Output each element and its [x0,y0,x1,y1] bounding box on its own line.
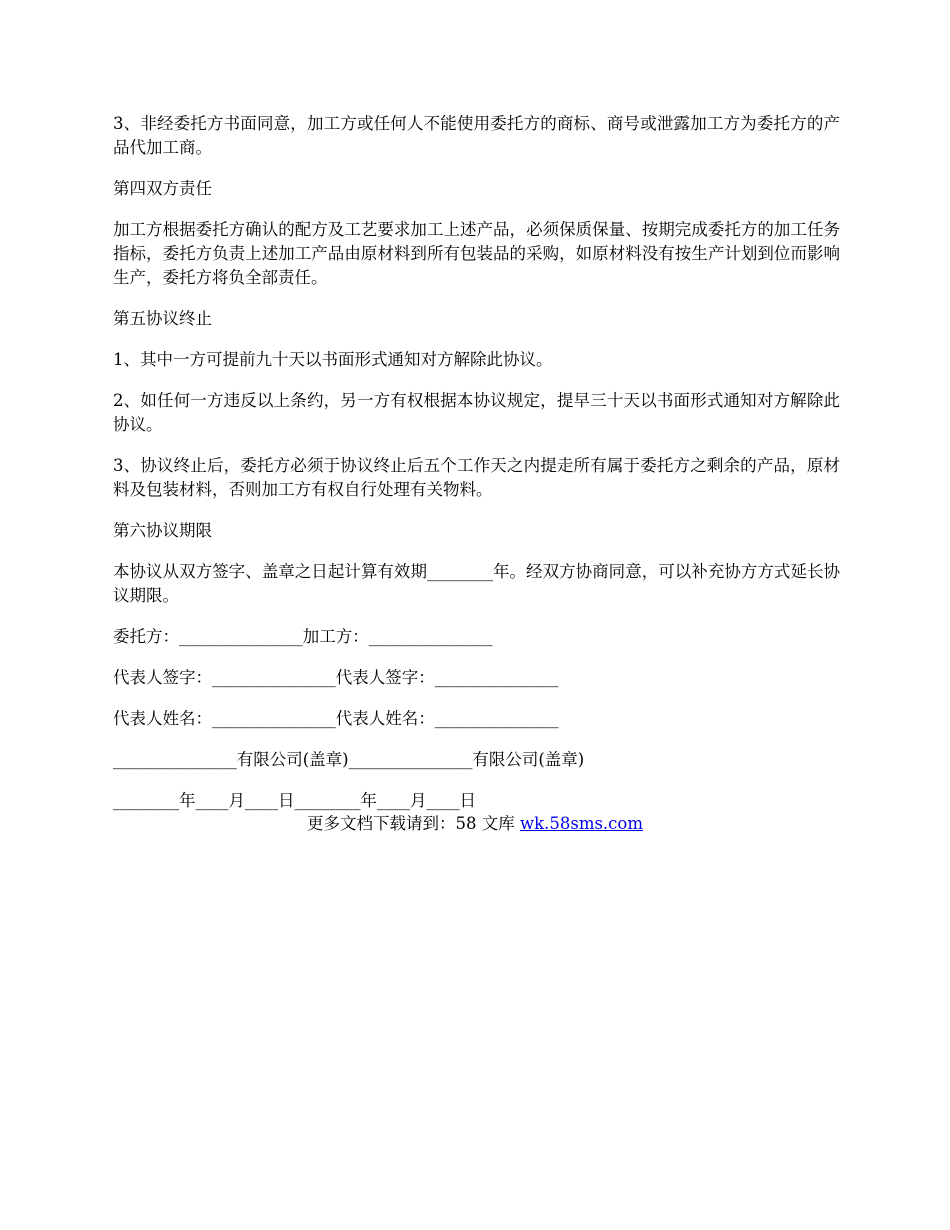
signature-representative-name: 代表人姓名：_______________代表人姓名：_______________ [113,709,559,728]
responsibilities-text: 加工方根据委托方确认的配方及工艺要求加工上述产品，必须保质保量、按期完成委托方的加工任务指标，委托方负责上述加工产品由原材料到所有包装品的采购，如原材料没有按生产计划到位而影响生产，委托方将负全部责任。 [113,220,840,287]
clause-3-trademark: 3、非经委托方书面同意，加工方或任何人不能使用委托方的商标、商号或泄露加工方为委托方的产品代加工商。 [113,114,840,157]
section-heading-term: 第六协议期限 [113,521,212,540]
footer-link[interactable]: wk.58sms.com [519,814,643,833]
section-heading-responsibilities: 第四双方责任 [113,179,212,198]
termination-clause-3: 3、协议终止后，委托方必须于协议终止后五个工作天之内提走所有属于委托方之剩余的产品，原材料及包装材料，否则加工方有权自行处理有关物料。 [113,456,840,499]
signature-date: ________年____月____日________年____月____日 [113,791,476,810]
document-body [113,112,840,830]
termination-clause-1: 1、其中一方可提前九十天以书面形式通知对方解除此协议。 [113,350,553,369]
signature-parties: 委托方：_______________加工方：_______________ [113,627,493,646]
footer [0,812,950,836]
signature-representative-sign: 代表人签字：_______________代表人签字：_______________ [113,668,559,687]
termination-clause-2: 2、如任何一方违反以上条约，另一方有权根据本协议规定，提早三十天以书面形式通知对方解除此协议。 [113,391,840,434]
term-text: 本协议从双方签字、盖章之日起计算有效期________年。经双方协商同意，可以补充协方方式延长协议期限。 [113,562,840,605]
footer-text: 更多文档下载请到：58 文库 [306,814,520,833]
signature-company-seal: _______________有限公司(盖章)_______________有限公司(盖章) [113,750,585,769]
section-heading-termination: 第五协议终止 [113,309,212,328]
